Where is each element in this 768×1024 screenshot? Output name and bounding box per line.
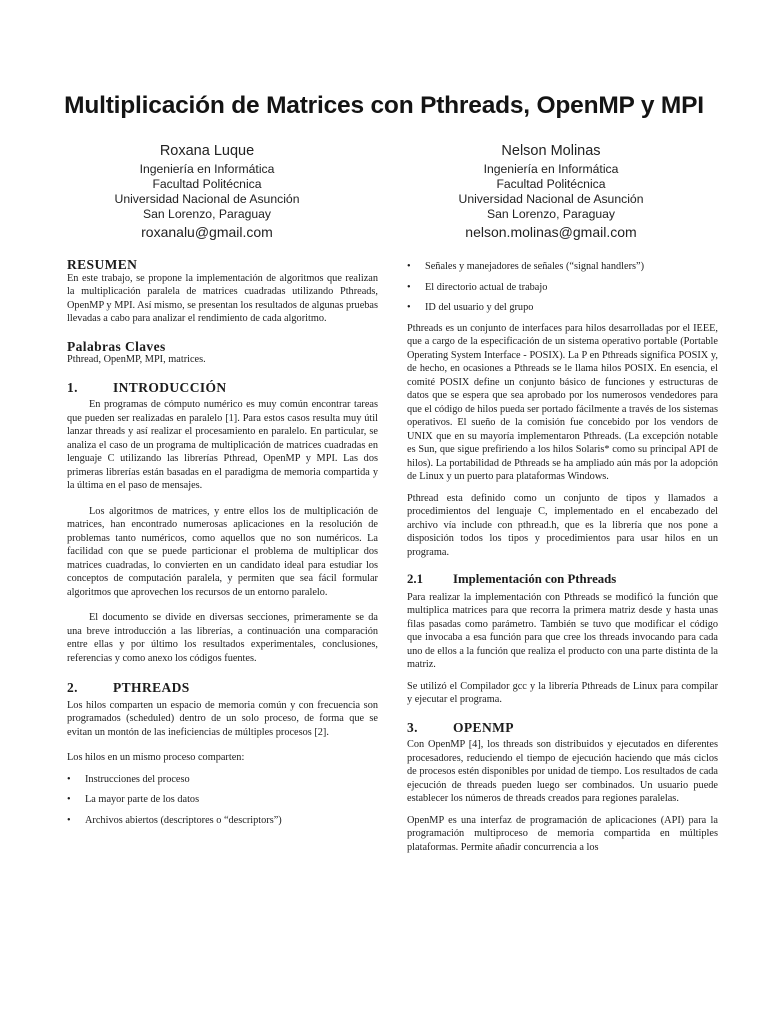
- bullet-icon: •: [407, 281, 411, 293]
- author-block-1: [42, 142, 372, 241]
- list-item: [407, 281, 718, 295]
- list-item: [67, 773, 378, 787]
- left-column: [67, 258, 378, 834]
- paragraph: Los algoritmos de matrices, y entre ellos los de multiplicación de matrices, han encontrado numerosas aplicaciones en la resolución de problemas tanto numéricos, como aquellos que no son numéricos. La facilidad con que se puede particionar el problema de multiplicar dos matrices cuadradas, lo convierten en un candidato ideal para estudiar los conceptos de computación paralela, y permiten que sea fácil formular algoritmos que aprovechen los recursos de un entorno paralelo.: [67, 505, 378, 598]
- author-email: roxanalu@gmail.com: [141, 224, 273, 240]
- list-item: [67, 793, 378, 807]
- section-number: 3.: [407, 719, 418, 735]
- author-block-2: [386, 142, 716, 241]
- paragraph: Los hilos en un mismo proceso comparten:: [67, 752, 245, 763]
- section-heading-pthreads: [67, 681, 378, 695]
- bullet-icon: •: [67, 773, 71, 785]
- list-item: [67, 814, 378, 828]
- author-affiliation-line: Facultad Politécnica: [496, 177, 606, 191]
- author-affiliation-line: Ingeniería en Informática: [139, 162, 275, 176]
- section-heading-openmp: [407, 721, 718, 735]
- list-item-text: El directorio actual de trabajo: [425, 281, 548, 293]
- section-number: 1.: [67, 379, 78, 395]
- bullet-icon: •: [67, 794, 71, 805]
- author-affiliation-line: Ingeniería en Informática: [483, 162, 619, 176]
- bullet-icon: •: [407, 302, 411, 313]
- keywords-text: Pthread, OpenMP, MPI, matrices.: [67, 354, 206, 365]
- paragraph: Pthread esta definido como un conjunto de tipos y llamados a procedimientos del lenguaje C, implementado en el encabezado del archivo vía include con pthread.h, que es la librería que nos pone a disposición todos los tipos y procedimientos para usar hilos en un programa.: [407, 492, 718, 558]
- resumen-heading: RESUMEN: [67, 257, 138, 272]
- subsection-heading-implementacion: [407, 573, 718, 587]
- section-title: Implementación con Pthreads: [453, 572, 617, 586]
- paragraph: Se utilizó el Compilador gcc y la librería Pthreads de Linux para compilar y ejecutar el programa.: [407, 680, 718, 705]
- paragraph: Los hilos comparten un espacio de memoria común y con frecuencia son programados (scheduled) dentro de un solo proceso, de forma que se evitan un montón de las ineficiencias de múltiples procesos [2].: [67, 699, 378, 738]
- list-item: [407, 301, 718, 315]
- resumen-text: En este trabajo, se propone la implementación de algoritmos que realizan la multiplicación paralela de matrices cuadradas utilizando Pthreads, OpenMP y MPI. Así mismo, se presentan los resultados de algunas pruebas llevadas a cabo para analizar el rendimiento de cada algoritmo.: [67, 272, 378, 324]
- author-name: Roxana Luque: [159, 143, 255, 159]
- right-column: [407, 260, 718, 862]
- author-affiliation-line: Universidad Nacional de Asunción: [114, 192, 300, 206]
- list-item-text: Instrucciones del proceso: [85, 773, 190, 785]
- bullet-list: [67, 773, 378, 828]
- bullet-icon: •: [407, 261, 411, 272]
- list-item-text: Archivos abiertos (descriptores o “descriptors”): [85, 814, 282, 826]
- section-number: 2.1: [407, 572, 423, 586]
- section-title: OPENMP: [453, 719, 514, 735]
- list-item-text: ID del usuario y del grupo: [425, 302, 534, 313]
- paragraph: El documento se divide en diversas secciones, primeramente se da una breve introducción a las librerías, a continuación una comparación entre ellas y por último los resultados experimentales, conclusiones, referencias y como anexo los códigos fuentes.: [67, 612, 378, 664]
- paragraph: Con OpenMP [4], los threads son distribuidos y ejecutados en diferentes procesadores, reduciendo el tiempo de ejecución haciendo que más ciclos de procesos estén disponibles por unidad de tiempo. Los resultados de cada ejecución de threads pueden luego ser combinados. Un usuario puede establecer los números de threads creados para regiones paralelas.: [407, 739, 718, 804]
- author-affiliation-line: San Lorenzo, Paraguay: [142, 207, 272, 221]
- bullet-icon: •: [67, 814, 71, 826]
- list-item-text: Señales y manejadores de señales (“signal handlers”): [425, 261, 645, 272]
- list-item-text: La mayor parte de los datos: [85, 794, 200, 805]
- section-heading-introduccion: [67, 381, 378, 395]
- bullet-list: [407, 260, 718, 315]
- paragraph: Pthreads es un conjunto de interfaces para hilos desarrolladas por el IEEE, que a cargo de la especificación de un sistema operativo portable (Portable Operating System Interface - POSIX). La P en Pthreads significa POSIX y, de hecho, en ocasiones a Pthreads se le llama hilos POSIX. En esencia, el comité POSIX define un conjunto básico de funciones y estructuras de datos que se espera que sea aprobado por los numerosos vendedores para que el código de hilos pueda ser portado fácilmente a través de los sistemas operativos. El sueño de la comisión fue concebido por los vendors de UNIX que en su mayoría implementaron Pthreads. (La excepción notable es Sun, que sigue prefiriendo a los hilos Solaris* como su principal API de hilos). La portabilidad de Pthreads se ha ampliado aún más por la adopción de Linux y un puerto para plataformas Windows.: [407, 322, 718, 482]
- author-affiliation-line: Universidad Nacional de Asunción: [458, 192, 644, 206]
- paragraph: OpenMP es una interfaz de programación de aplicaciones (API) para la programación multiproceso de memoria compartida en múltiples plataformas. Permite añadir concurrencia a los: [407, 814, 718, 853]
- list-item: [407, 260, 718, 274]
- author-affiliation-line: San Lorenzo, Paraguay: [486, 207, 616, 221]
- author-name: Nelson Molinas: [501, 143, 601, 159]
- author-email: nelson.molinas@gmail.com: [465, 224, 637, 240]
- keywords-heading: Palabras Claves: [67, 338, 166, 354]
- paper-title: Multiplicación de Matrices con Pthreads, OpenMP y MPI: [64, 92, 704, 119]
- paragraph: Para realizar la implementación con Pthreads se modificó la función que multiplica matrices para que recorra la primera matriz desde y hasta unas filas pasadas como parámetro. También se tuvo que modificar el código que invocaba a esa función para que cree los threads invocando para cada uno de ellos a la función que realiza el producto con una parte distinta de la matriz.: [407, 591, 718, 670]
- section-title: INTRODUCCIÓN: [113, 379, 227, 395]
- author-affiliation-line: Facultad Politécnica: [152, 177, 262, 191]
- paragraph: En programas de cómputo numérico es muy común encontrar tareas que pueden ser realizadas en paralelo [1]. Para estos casos resulta muy útil lanzar threads y así realizar el procesamiento en paralelo. En particular, se analiza el caso de un programa de multiplicación de matrices cuadradas en lenguaje C utilizando las librerías Pthread, OpenMP y MPI. Las dos primeras librerías están basadas en el paradigma de memoria compartida y la última en el paso de mensajes.: [67, 399, 378, 491]
- section-title: PTHREADS: [113, 680, 190, 695]
- section-number: 2.: [67, 680, 78, 695]
